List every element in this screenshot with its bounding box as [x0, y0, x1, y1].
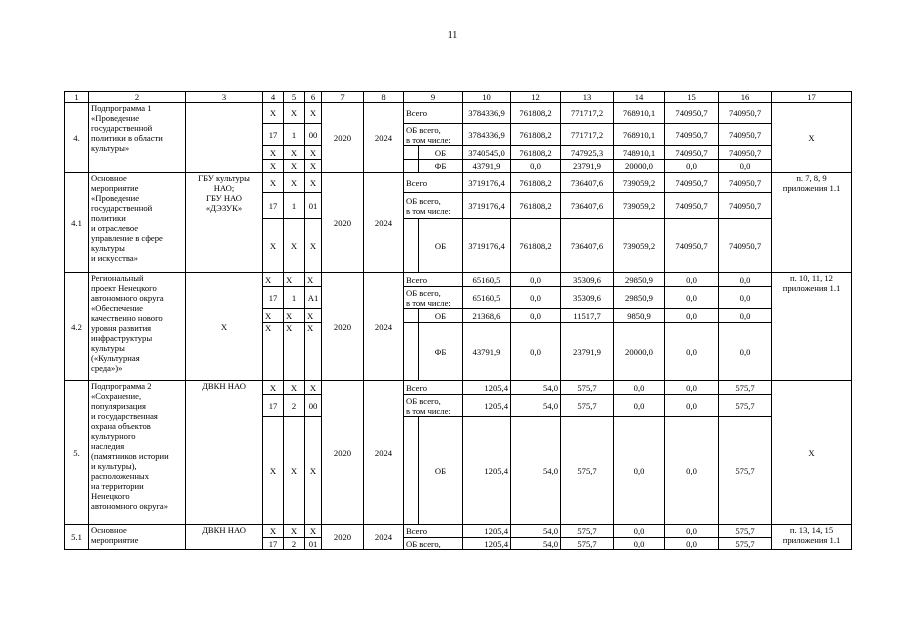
- value-cell: 0,0: [614, 417, 665, 525]
- source-label: Всего: [404, 273, 463, 287]
- value-cell: 54,0: [511, 395, 561, 417]
- value-cell: 0,0: [665, 160, 719, 173]
- value-cell: 65160,5: [463, 273, 511, 287]
- result-cell: Х: [772, 103, 852, 173]
- value-cell: 1205,4: [463, 417, 511, 525]
- code-cell: Х: [263, 309, 284, 323]
- source-indent: [404, 309, 419, 323]
- code-cell: Х: [284, 219, 305, 273]
- source-indent: [404, 417, 419, 525]
- budget-table: [64, 91, 852, 550]
- code-cell: Х: [305, 525, 322, 538]
- year-end: 2024: [364, 173, 404, 273]
- value-cell: 0,0: [719, 287, 772, 309]
- value-cell: 0,0: [719, 160, 772, 173]
- code-cell: Х: [263, 160, 284, 173]
- value-cell: 740950,7: [719, 103, 772, 124]
- executor: Х: [186, 273, 263, 381]
- value-cell: 740950,7: [665, 124, 719, 146]
- value-cell: 1205,4: [463, 538, 511, 550]
- value-cell: 761808,2: [511, 103, 561, 124]
- value-cell: 739059,2: [614, 173, 665, 193]
- code-cell: Х: [305, 323, 322, 381]
- code-cell: 00: [305, 124, 322, 146]
- value-cell: 740950,7: [665, 173, 719, 193]
- value-cell: 0,0: [665, 538, 719, 550]
- source-label: ОБ всего, в том числе:: [404, 287, 463, 309]
- value-cell: 575,7: [719, 381, 772, 395]
- year-end: 2024: [364, 525, 404, 550]
- code-cell: Х: [284, 103, 305, 124]
- value-cell: 740950,7: [719, 146, 772, 160]
- source-label: ОБ всего, в том числе:: [404, 124, 463, 146]
- code-cell: Х: [263, 381, 284, 395]
- code-cell: Х: [305, 160, 322, 173]
- source-label: ОБ: [419, 146, 463, 160]
- value-cell: 747925,3: [561, 146, 614, 160]
- value-cell: 0,0: [511, 323, 561, 381]
- value-cell: 0,0: [665, 309, 719, 323]
- value-cell: 0,0: [511, 309, 561, 323]
- value-cell: 20000,0: [614, 323, 665, 381]
- source-label: Всего: [404, 103, 463, 124]
- code-cell: Х: [305, 273, 322, 287]
- result-cell: п. 10, 11, 12 приложения 1.1: [772, 273, 852, 381]
- code-cell: Х: [263, 219, 284, 273]
- code-cell: Х: [305, 219, 322, 273]
- code-cell: Х: [263, 146, 284, 160]
- value-cell: 575,7: [561, 381, 614, 395]
- row-number: 4.: [65, 103, 89, 173]
- value-cell: 0,0: [719, 323, 772, 381]
- table-row: [65, 103, 852, 124]
- source-label: ОБ: [419, 417, 463, 525]
- year-start: 2020: [322, 525, 364, 550]
- header-cell: 2: [89, 92, 186, 103]
- value-cell: 739059,2: [614, 193, 665, 219]
- value-cell: 35309,6: [561, 273, 614, 287]
- result-cell: Х: [772, 381, 852, 525]
- measure-name: Подпрограмма 1 «Проведение государственной политики в области культуры»: [89, 103, 186, 173]
- value-cell: 740950,7: [665, 103, 719, 124]
- value-cell: 0,0: [665, 273, 719, 287]
- value-cell: 1205,4: [463, 525, 511, 538]
- value-cell: 740950,7: [665, 146, 719, 160]
- code-cell: 1: [284, 287, 305, 309]
- header-cell: 15: [665, 92, 719, 103]
- value-cell: 0,0: [665, 323, 719, 381]
- value-cell: 0,0: [665, 395, 719, 417]
- year-start: 2020: [322, 173, 364, 273]
- value-cell: 3784336,9: [463, 103, 511, 124]
- code-cell: 17: [263, 193, 284, 219]
- value-cell: 29850,9: [614, 287, 665, 309]
- header-cell: 17: [772, 92, 852, 103]
- header-cell: 7: [322, 92, 364, 103]
- code-cell: 2: [284, 538, 305, 550]
- executor: ГБУ культуры НАО; ГБУ НАО «ДЭЗУК»: [186, 173, 263, 273]
- code-cell: Х: [263, 525, 284, 538]
- value-cell: 3719176,4: [463, 219, 511, 273]
- code-cell: 01: [305, 193, 322, 219]
- value-cell: 11517,7: [561, 309, 614, 323]
- value-cell: 761808,2: [511, 193, 561, 219]
- code-cell: Х: [284, 525, 305, 538]
- value-cell: 20000,0: [614, 160, 665, 173]
- code-cell: 17: [263, 287, 284, 309]
- table-row: [65, 173, 852, 193]
- value-cell: 739059,2: [614, 219, 665, 273]
- value-cell: 761808,2: [511, 146, 561, 160]
- value-cell: 768910,1: [614, 103, 665, 124]
- value-cell: 0,0: [719, 309, 772, 323]
- table-row: [65, 381, 852, 395]
- code-cell: Х: [284, 146, 305, 160]
- header-cell: 1: [65, 92, 89, 103]
- code-cell: Х: [284, 160, 305, 173]
- value-cell: 1205,4: [463, 381, 511, 395]
- code-cell: Х: [305, 103, 322, 124]
- code-cell: Х: [284, 309, 305, 323]
- source-indent: [404, 146, 419, 160]
- value-cell: 54,0: [511, 538, 561, 550]
- value-cell: 740950,7: [719, 173, 772, 193]
- header-row: [65, 92, 852, 103]
- value-cell: 768910,1: [614, 124, 665, 146]
- year-end: 2024: [364, 273, 404, 381]
- code-cell: Х: [263, 417, 284, 525]
- code-cell: Х: [284, 417, 305, 525]
- code-cell: Х: [284, 173, 305, 193]
- code-cell: 01: [305, 538, 322, 550]
- code-cell: Х: [305, 173, 322, 193]
- code-cell: 17: [263, 395, 284, 417]
- table-row: [65, 525, 852, 538]
- value-cell: 23791,9: [561, 160, 614, 173]
- value-cell: 0,0: [665, 525, 719, 538]
- result-cell: п. 13, 14, 15 приложения 1.1: [772, 525, 852, 550]
- value-cell: 575,7: [719, 417, 772, 525]
- value-cell: 0,0: [614, 525, 665, 538]
- value-cell: 736407,6: [561, 219, 614, 273]
- code-cell: 1: [284, 124, 305, 146]
- value-cell: 761808,2: [511, 219, 561, 273]
- code-cell: 2: [284, 395, 305, 417]
- source-label: ФБ: [419, 323, 463, 381]
- header-cell: 16: [719, 92, 772, 103]
- value-cell: 575,7: [561, 538, 614, 550]
- value-cell: 21368,6: [463, 309, 511, 323]
- source-label: ОБ всего, в том числе:: [404, 193, 463, 219]
- value-cell: 29850,9: [614, 273, 665, 287]
- header-cell: 12: [511, 92, 561, 103]
- source-indent: [404, 219, 419, 273]
- header-cell: 14: [614, 92, 665, 103]
- source-label: Всего: [404, 381, 463, 395]
- value-cell: 23791,9: [561, 323, 614, 381]
- header-cell: 8: [364, 92, 404, 103]
- value-cell: 575,7: [561, 417, 614, 525]
- value-cell: 575,7: [719, 525, 772, 538]
- value-cell: 0,0: [511, 287, 561, 309]
- value-cell: 0,0: [614, 381, 665, 395]
- header-cell: 5: [284, 92, 305, 103]
- value-cell: 740950,7: [665, 219, 719, 273]
- value-cell: 54,0: [511, 381, 561, 395]
- source-label: ОБ: [419, 219, 463, 273]
- code-cell: Х: [305, 417, 322, 525]
- row-number: 5.: [65, 381, 89, 525]
- value-cell: 740950,7: [719, 193, 772, 219]
- measure-name: Региональный проект Ненецкого автономного округа «Обеспечение качественно нового уровня развития инфраструктуры культуры («Культурная среда»)»: [89, 273, 186, 381]
- value-cell: 761808,2: [511, 173, 561, 193]
- measure-name: Основное мероприятие: [89, 525, 186, 550]
- page-number: 11: [447, 30, 458, 41]
- source-indent: [404, 323, 419, 381]
- value-cell: 736407,6: [561, 173, 614, 193]
- year-start: 2020: [322, 381, 364, 525]
- value-cell: 43791,9: [463, 323, 511, 381]
- executor: ДВКН НАО: [186, 381, 263, 525]
- value-cell: 761808,2: [511, 124, 561, 146]
- value-cell: 65160,5: [463, 287, 511, 309]
- year-end: 2024: [364, 103, 404, 173]
- header-cell: 10: [463, 92, 511, 103]
- header-cell: 13: [561, 92, 614, 103]
- result-cell: п. 7, 8, 9 приложения 1.1: [772, 173, 852, 273]
- code-cell: А1: [305, 287, 322, 309]
- executor: ДВКН НАО: [186, 525, 263, 550]
- value-cell: 54,0: [511, 417, 561, 525]
- header-cell: 4: [263, 92, 284, 103]
- source-label: ОБ: [419, 309, 463, 323]
- value-cell: 0,0: [665, 287, 719, 309]
- value-cell: 748910,1: [614, 146, 665, 160]
- code-cell: Х: [263, 323, 284, 381]
- code-cell: Х: [305, 146, 322, 160]
- code-cell: 17: [263, 124, 284, 146]
- value-cell: 3740545,0: [463, 146, 511, 160]
- source-label: Всего: [404, 525, 463, 538]
- measure-name: Основное мероприятие «Проведение государственной политики и отраслевое управление в сфере культуры и искусства»: [89, 173, 186, 273]
- executor: [186, 103, 263, 173]
- value-cell: 0,0: [665, 417, 719, 525]
- value-cell: 3719176,4: [463, 193, 511, 219]
- source-label: Всего: [404, 173, 463, 193]
- value-cell: 0,0: [665, 381, 719, 395]
- value-cell: 35309,6: [561, 287, 614, 309]
- header-cell: 9: [404, 92, 463, 103]
- value-cell: 1205,4: [463, 395, 511, 417]
- value-cell: 771717,2: [561, 103, 614, 124]
- code-cell: Х: [305, 381, 322, 395]
- value-cell: 43791,9: [463, 160, 511, 173]
- value-cell: 575,7: [719, 395, 772, 417]
- code-cell: Х: [263, 273, 284, 287]
- value-cell: 740950,7: [719, 219, 772, 273]
- value-cell: 575,7: [719, 538, 772, 550]
- value-cell: 9850,9: [614, 309, 665, 323]
- code-cell: Х: [284, 381, 305, 395]
- value-cell: 0,0: [614, 395, 665, 417]
- value-cell: 3784336,9: [463, 124, 511, 146]
- code-cell: Х: [305, 309, 322, 323]
- year-start: 2020: [322, 273, 364, 381]
- source-indent: [404, 160, 419, 173]
- header-cell: 6: [305, 92, 322, 103]
- code-cell: Х: [263, 103, 284, 124]
- value-cell: 575,7: [561, 525, 614, 538]
- code-cell: Х: [284, 273, 305, 287]
- year-start: 2020: [322, 103, 364, 173]
- source-label: ОБ всего, в том числе:: [404, 395, 463, 417]
- row-number: 4.2: [65, 273, 89, 381]
- measure-name: Подпрограмма 2 «Сохранение, популяризация и государственная охрана объектов культурного наследия (памятников истории и культуры), расположенных на территории Ненецкого автономного округа»: [89, 381, 186, 525]
- value-cell: 575,7: [561, 395, 614, 417]
- value-cell: 740950,7: [719, 124, 772, 146]
- value-cell: 740950,7: [665, 193, 719, 219]
- source-label: ФБ: [419, 160, 463, 173]
- code-cell: 00: [305, 395, 322, 417]
- table-row: [65, 273, 852, 287]
- code-cell: Х: [263, 173, 284, 193]
- value-cell: 771717,2: [561, 124, 614, 146]
- value-cell: 54,0: [511, 525, 561, 538]
- value-cell: 3719176,4: [463, 173, 511, 193]
- row-number: 4.1: [65, 173, 89, 273]
- year-end: 2024: [364, 381, 404, 525]
- value-cell: 0,0: [511, 273, 561, 287]
- value-cell: 0,0: [719, 273, 772, 287]
- code-cell: 1: [284, 193, 305, 219]
- code-cell: 17: [263, 538, 284, 550]
- source-label: ОБ всего,: [404, 538, 463, 550]
- value-cell: 736407,6: [561, 193, 614, 219]
- code-cell: Х: [284, 323, 305, 381]
- value-cell: 0,0: [511, 160, 561, 173]
- value-cell: 0,0: [614, 538, 665, 550]
- row-number: 5.1: [65, 525, 89, 550]
- header-cell: 3: [186, 92, 263, 103]
